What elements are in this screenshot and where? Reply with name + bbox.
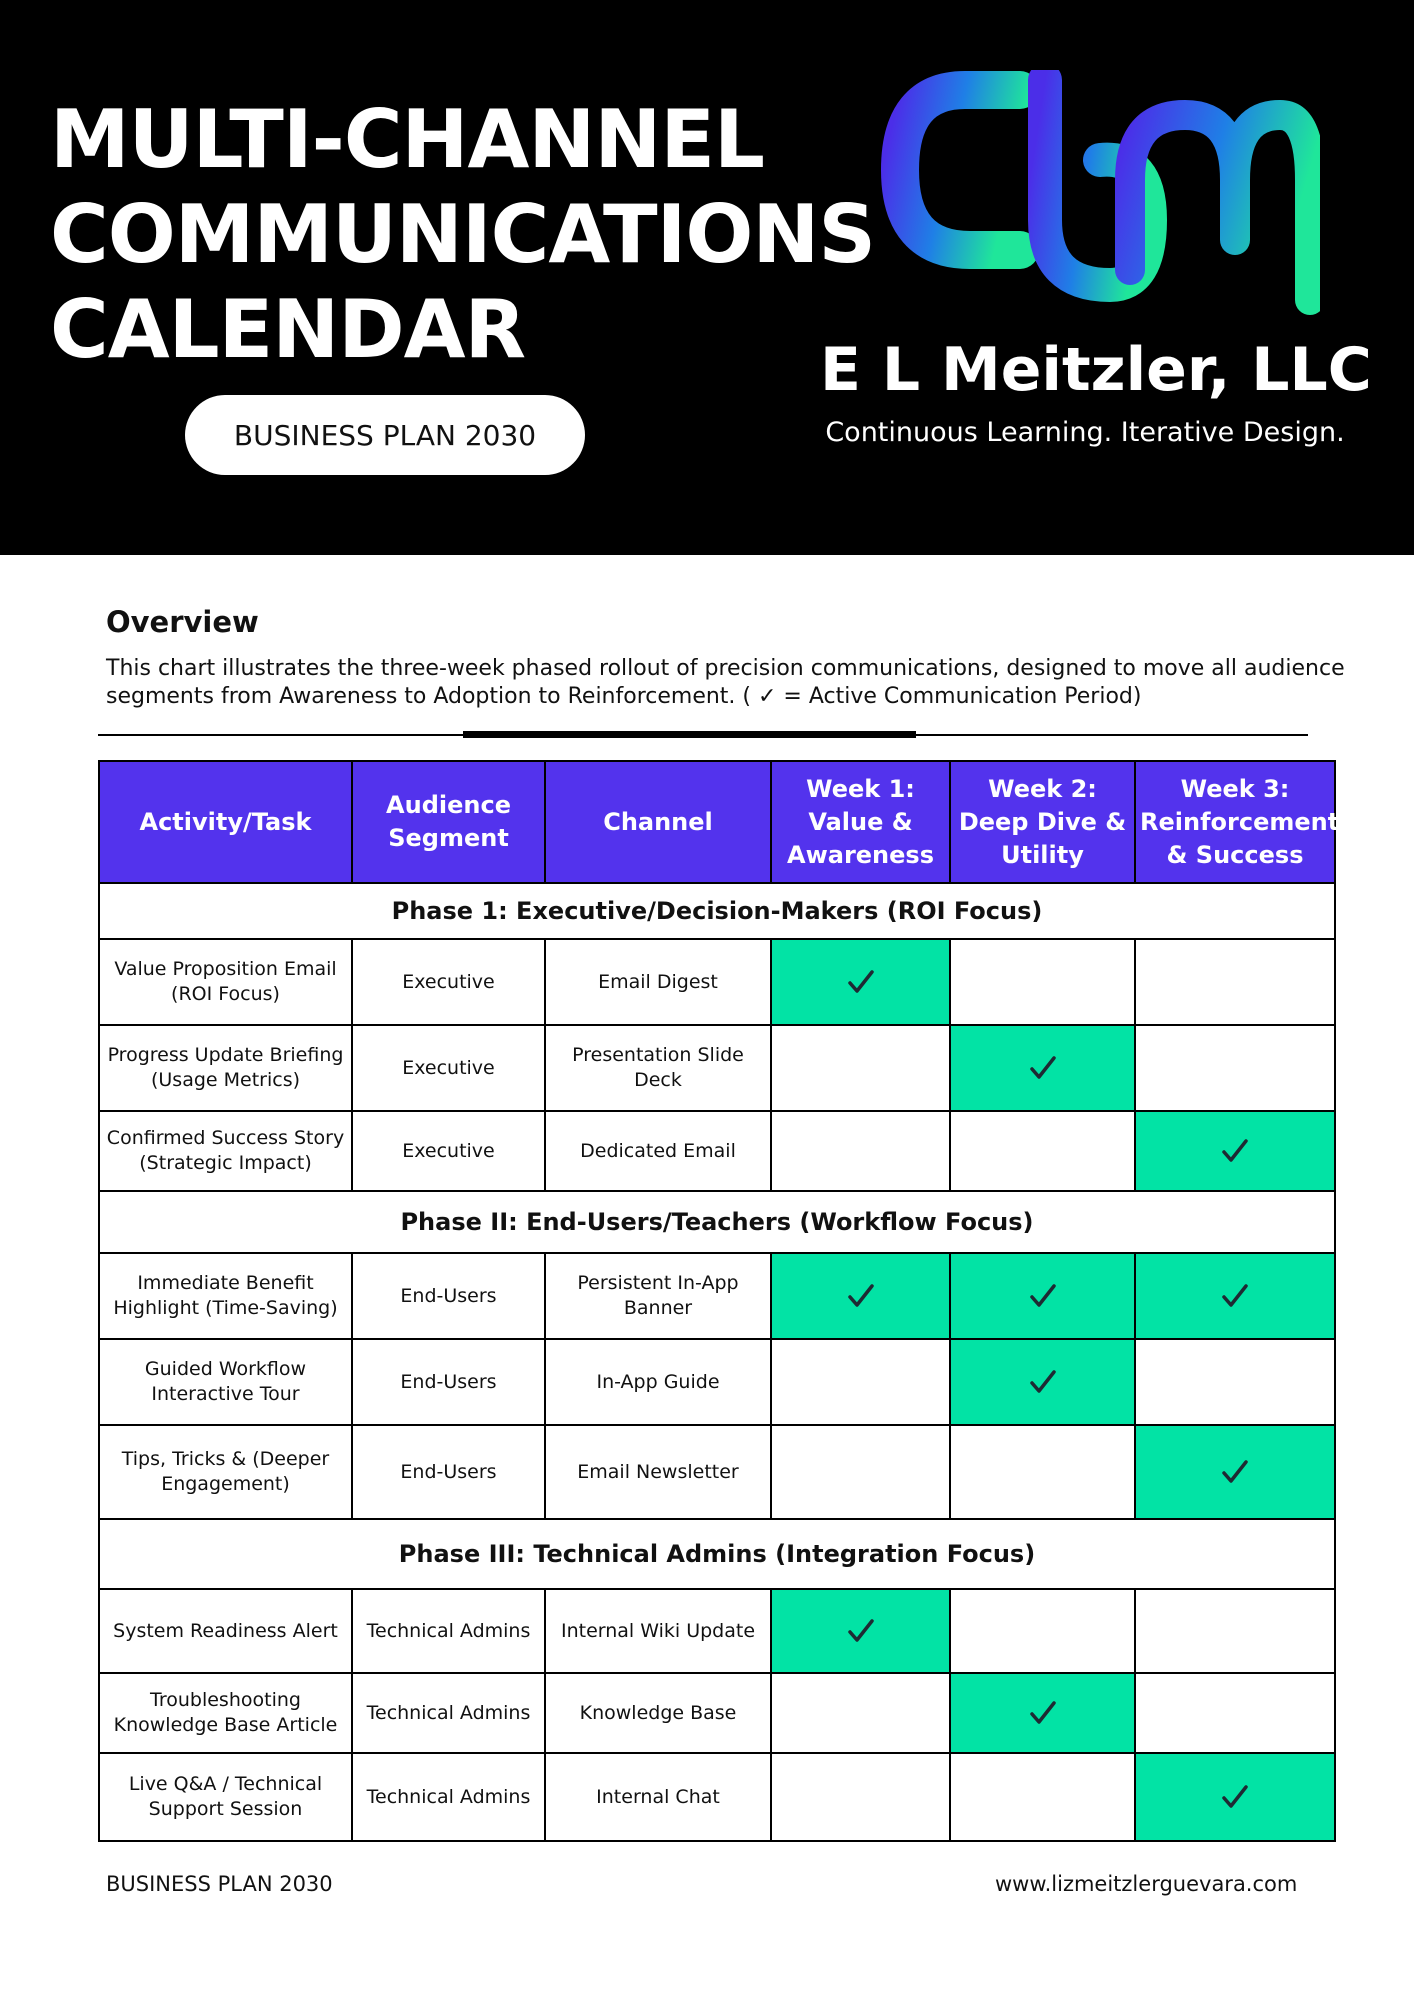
channel-cell: Internal Wiki Update [545, 1589, 771, 1673]
channel-cell: Dedicated Email [545, 1111, 771, 1191]
week-2-cell [950, 1253, 1135, 1339]
activity-cell: Value Proposition Email (ROI Focus) [99, 939, 352, 1025]
table-row [99, 1111, 1335, 1191]
channel-cell: Persistent In-App Banner [545, 1253, 771, 1339]
week-1-cell [771, 1673, 950, 1753]
checkmark-icon [1027, 1052, 1059, 1084]
week-3-cell [1135, 1111, 1335, 1191]
week-1-cell [771, 1025, 950, 1111]
activity-cell: Confirmed Success Story (Strategic Impact) [99, 1111, 352, 1191]
week-2-cell [950, 939, 1135, 1025]
audience-cell: Technical Admins [352, 1589, 545, 1673]
checkmark-icon [1027, 1280, 1059, 1312]
phase-row [99, 1519, 1335, 1589]
activity-cell: Tips, Tricks & (Deeper Engagement) [99, 1425, 352, 1519]
header-audience: Audience Segment [352, 761, 545, 883]
table-row [99, 1673, 1335, 1753]
checkmark-icon [845, 1615, 877, 1647]
week-2-cell [950, 1673, 1135, 1753]
week-3-cell [1135, 1673, 1335, 1753]
week-3-cell [1135, 1589, 1335, 1673]
week-3-cell [1135, 1253, 1335, 1339]
table-row [99, 1025, 1335, 1111]
channel-cell: Internal Chat [545, 1753, 771, 1841]
business-plan-badge: BUSINESS PLAN 2030 [185, 395, 585, 475]
phase-title: Phase II: End-Users/Teachers (Workflow Focus) [99, 1191, 1335, 1253]
week-1-cell [771, 1589, 950, 1673]
phase-title: Phase III: Technical Admins (Integration Focus) [99, 1519, 1335, 1589]
elm-logo-icon [880, 70, 1320, 330]
activity-cell: Guided Workflow Interactive Tour [99, 1339, 352, 1425]
checkmark-icon [845, 966, 877, 998]
activity-cell: Immediate Benefit Highlight (Time-Saving) [99, 1253, 352, 1339]
communications-calendar-table [98, 760, 1340, 1842]
footer-website: www.lizmeitzlerguevara.com [995, 1872, 1298, 1896]
week-2-cell [950, 1111, 1135, 1191]
channel-cell: Knowledge Base [545, 1673, 771, 1753]
channel-cell: Email Newsletter [545, 1425, 771, 1519]
phase-row [99, 883, 1335, 939]
week-2-cell [950, 1339, 1135, 1425]
checkmark-icon [1219, 1135, 1251, 1167]
company-name: E L Meitzler, LLC [820, 335, 1372, 405]
header-activity: Activity/Task [99, 761, 352, 883]
week-2-cell [950, 1025, 1135, 1111]
checkmark-icon [845, 1280, 877, 1312]
channel-cell: In-App Guide [545, 1339, 771, 1425]
audience-cell: Executive [352, 1025, 545, 1111]
checkmark-icon [1027, 1697, 1059, 1729]
activity-cell: System Readiness Alert [99, 1589, 352, 1673]
audience-cell: Technical Admins [352, 1753, 545, 1841]
audience-cell: Technical Admins [352, 1673, 545, 1753]
company-tagline: Continuous Learning. Iterative Design. [825, 417, 1345, 448]
week-1-cell [771, 1753, 950, 1841]
channel-cell: Presentation Slide Deck [545, 1025, 771, 1111]
week-3-cell [1135, 1339, 1335, 1425]
week-2-cell [950, 1589, 1135, 1673]
checkmark-icon [1219, 1280, 1251, 1312]
overview-heading: Overview [106, 605, 259, 639]
table-row [99, 1339, 1335, 1425]
channel-cell: Email Digest [545, 939, 771, 1025]
table-row [99, 1589, 1335, 1673]
table-row [99, 1753, 1335, 1841]
title-line-3: CALENDAR [50, 283, 526, 376]
audience-cell: End-Users [352, 1425, 545, 1519]
header-week-3: Week 3: Reinforcement & Success [1135, 761, 1335, 883]
week-3-cell [1135, 1425, 1335, 1519]
title-line-1: MULTI-CHANNEL [50, 93, 764, 186]
week-2-cell [950, 1753, 1135, 1841]
divider-accent [463, 731, 916, 738]
week-1-cell [771, 1253, 950, 1339]
week-2-cell [950, 1425, 1135, 1519]
audience-cell: Executive [352, 1111, 545, 1191]
audience-cell: Executive [352, 939, 545, 1025]
title-line-2: COMMUNICATIONS [50, 188, 875, 281]
header-banner [0, 0, 1414, 555]
phase-row [99, 1191, 1335, 1253]
table-header-row [99, 761, 1335, 883]
header-week-2: Week 2: Deep Dive & Utility [950, 761, 1135, 883]
table-row [99, 1253, 1335, 1339]
checkmark-icon [1219, 1781, 1251, 1813]
activity-cell: Progress Update Briefing (Usage Metrics) [99, 1025, 352, 1111]
checkmark-icon [1219, 1456, 1251, 1488]
week-3-cell [1135, 939, 1335, 1025]
table-row [99, 939, 1335, 1025]
overview-text: This chart illustrates the three-week phased rollout of precision communications, designed to move all audience segments from Awareness to Adoption to Reinforcement. ( ✓ = Active Communication Period) [106, 656, 1345, 709]
week-3-cell [1135, 1753, 1335, 1841]
activity-cell: Live Q&A / Technical Support Session [99, 1753, 352, 1841]
footer-plan-label: BUSINESS PLAN 2030 [106, 1872, 333, 1896]
header-week-1: Week 1: Value & Awareness [771, 761, 950, 883]
header-channel: Channel [545, 761, 771, 883]
activity-cell: Troubleshooting Knowledge Base Article [99, 1673, 352, 1753]
audience-cell: End-Users [352, 1253, 545, 1339]
week-1-cell [771, 1111, 950, 1191]
week-3-cell [1135, 1025, 1335, 1111]
table-row [99, 1425, 1335, 1519]
week-1-cell [771, 1339, 950, 1425]
week-1-cell [771, 939, 950, 1025]
page-title [50, 92, 875, 377]
audience-cell: End-Users [352, 1339, 545, 1425]
checkmark-icon [1027, 1366, 1059, 1398]
week-1-cell [771, 1425, 950, 1519]
phase-title: Phase 1: Executive/Decision-Makers (ROI Focus) [99, 883, 1335, 939]
